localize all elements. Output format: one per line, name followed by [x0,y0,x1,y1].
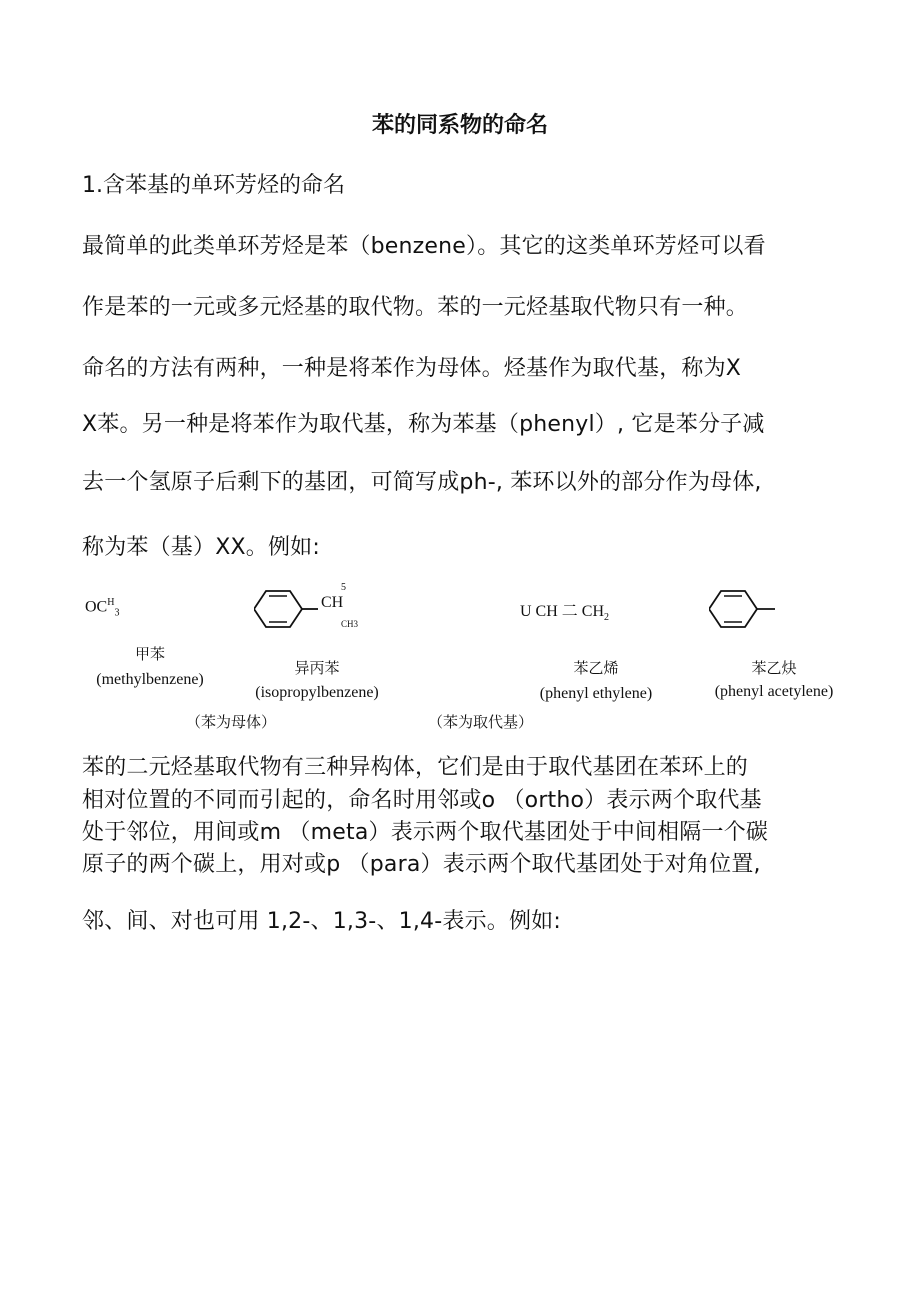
paragraph-line: 相对位置的不同而引起的，命名时用邻或o （ortho）表示两个取代基 [82,788,762,813]
paragraph-line: 苯的二元烃基取代物有三种异构体，它们是由于取代基团在苯环上的 [82,755,749,780]
isopropyl-sup: 5 [341,582,346,593]
paragraph-line: 最简单的此类单环芳烃是苯（benzene）。其它的这类单环芳烃可以看 [82,234,766,259]
group-label-substituent: （苯为取代基） [428,713,534,731]
isopropyl-formula: CH [321,594,344,611]
section-heading: 1.含苯基的单环芳烃的命名 [82,173,345,198]
isopropyl-cn-label: 异丙苯 [294,659,340,677]
methyl-formula: $OC^H_3$ [85,597,120,619]
paragraph-line: 去一个氢原子后剩下的基团，可简写成ph-, 苯环以外的部分作为母体, [82,470,762,495]
ethylene-en-label: (phenyl ethylene) [539,685,653,702]
paragraph-line: 邻、间、对也可用 1,2-、1,3-、1,4-表示。例如: [82,909,561,934]
paragraph-line: 处于邻位，用间或m （meta）表示两个取代基团处于中间相隔一个碳 [82,820,769,845]
paragraph-line: X苯。另一种是将苯作为取代基，称为苯基（phenyl）, 它是苯分子减 [82,412,765,437]
ethylene-formula: U CH 二 $CH_2$ [520,603,610,624]
page-title: 苯的同系物的命名 [371,113,548,138]
methyl-cn-label: 甲苯 [134,645,165,663]
group-label-parent: （苯为母体） [186,713,277,731]
methyl-en-label: (methylbenzene) [96,671,204,688]
paragraph-line: 作是苯的一元或多元烃基的取代物。苯的一元烃基取代物只有一种。 [82,295,749,320]
benzene-ring-icon [709,585,779,633]
isopropyl-en-label: (isopropylbenzene) [255,684,379,701]
paragraph-line: 命名的方法有两种，一种是将苯作为母体。烃基作为取代基，称为X [82,356,742,381]
paragraph-line: 原子的两个碳上，用对或p （para）表示两个取代基团处于对角位置, [82,852,761,877]
isopropyl-sub: CH3 [341,619,359,629]
acetylene-en-label: (phenyl acetylene) [714,683,834,700]
benzene-ring-icon [254,585,324,633]
ethylene-cn-label: 苯乙烯 [573,659,619,677]
paragraph-line: 称为苯（基）XX。例如: [82,535,320,560]
acetylene-cn-label: 苯乙炔 [751,659,797,677]
